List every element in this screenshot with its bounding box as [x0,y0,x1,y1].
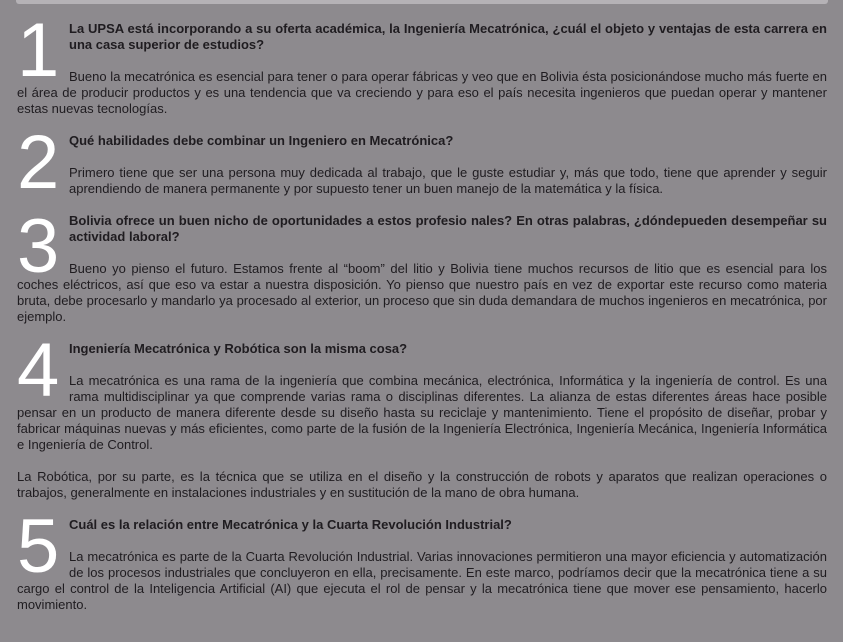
question-text: La UPSA está incorporando a su oferta académica, la Ingeniería Mecatrónica, ¿cuál el objeto y ventajas de esta carrera en una casa superior de estudios? [69,21,827,52]
item-number: 5 [17,504,60,589]
question-text: Ingeniería Mecatrónica y Robótica son la misma cosa? [69,341,408,356]
question-text: Bolivia ofrece un buen nicho de oportunidades a estos profesio nales? En otras palabras, ¿dóndepueden desempeñar su actividad laboral? [69,213,827,244]
item-number: 1 [17,8,60,93]
question-text: Cuál es la relación entre Mecatrónica y la Cuarta Revolución Industrial? [69,517,512,532]
top-divider [16,0,828,4]
question-text: Qué habilidades debe combinar un Ingeniero en Mecatrónica? [69,133,454,148]
qa-item-1 [17,8,827,117]
qa-item-4 [17,328,827,501]
answer-text: Bueno yo pienso el futuro. Estamos frente al “boom” del litio y Bolivia tiene muchos recursos de litio que es esencial para los coches eléctricos, así que eso va estar a nuestra disposición. Yo pienso que nuestro país en vez de exportar este recurso como materia bruta, debe procesarlo y mandarlo ya procesado al exterior, un proceso que sin duda demandara de muchos ingenieros en mecatrónica, por ejemplo. [17,261,827,324]
answer-text: Bueno la mecatrónica es esencial para tener o para operar fábricas y veo que en Bolivia ésta posicionándose mucho más fuerte en el área de producir productos y es una tendencia que va creciendo y para eso el país necesita ingenieros que puedan operar y mantener estas nuevas tecnologías. [17,69,827,116]
answer-text: Primero tiene que ser una persona muy dedicada al trabajo, que le guste estudiar y, más que todo, tiene que aprender y seguir aprendiendo de manera permanente y por supuesto tener un buen manejo de la matemática y la física. [69,165,827,196]
answer-extra-text: La Robótica, por su parte, es la técnica que se utiliza en el diseño y la construcción de robots y aparatos que realizan operaciones o trabajos, generalmente en instalaciones industriales y en sustitución de la mano de obra humana. [17,469,827,500]
answer-text: La mecatrónica es una rama de la ingeniería que combina mecánica, electrónica, Informática y la ingeniería de control. Es una rama multidisciplinar ya que comprende varias rama o disciplinas diferentes. La alianza de estas diferentes áreas hace posible pensar en un producto de manera diferente desde su diseño hasta su reciclaje y mantenimiento. Tiene el propósito de diseñar, probar y fabricar máquinas nuevas y más eficientes, como parte de la fusión de la Ingeniería Electrónica, Ingeniería Mecánica, Ingeniería Informática e Ingeniería de Control. [17,373,827,452]
qa-item-2 [17,120,827,205]
qa-item-5 [17,504,827,613]
item-number: 3 [17,204,60,289]
answer-text: La mecatrónica es parte de la Cuarta Revolución Industrial. Varias innovaciones permitieron una mayor eficiencia y automatización de los procesos industriales que concluyeron en ella, precisamente. En este marco, podríamos decir que la mecatrónica tiene a su cargo el control de la Inteligencia Artificial (AI) que ejecuta el rol de pensar y la mecatrónica tiene que mover ese pensamiento, hacerlo movimiento. [17,549,827,612]
interview-content [17,8,827,629]
item-number: 2 [17,120,60,205]
qa-item-3 [17,204,827,325]
item-number: 4 [17,328,60,413]
